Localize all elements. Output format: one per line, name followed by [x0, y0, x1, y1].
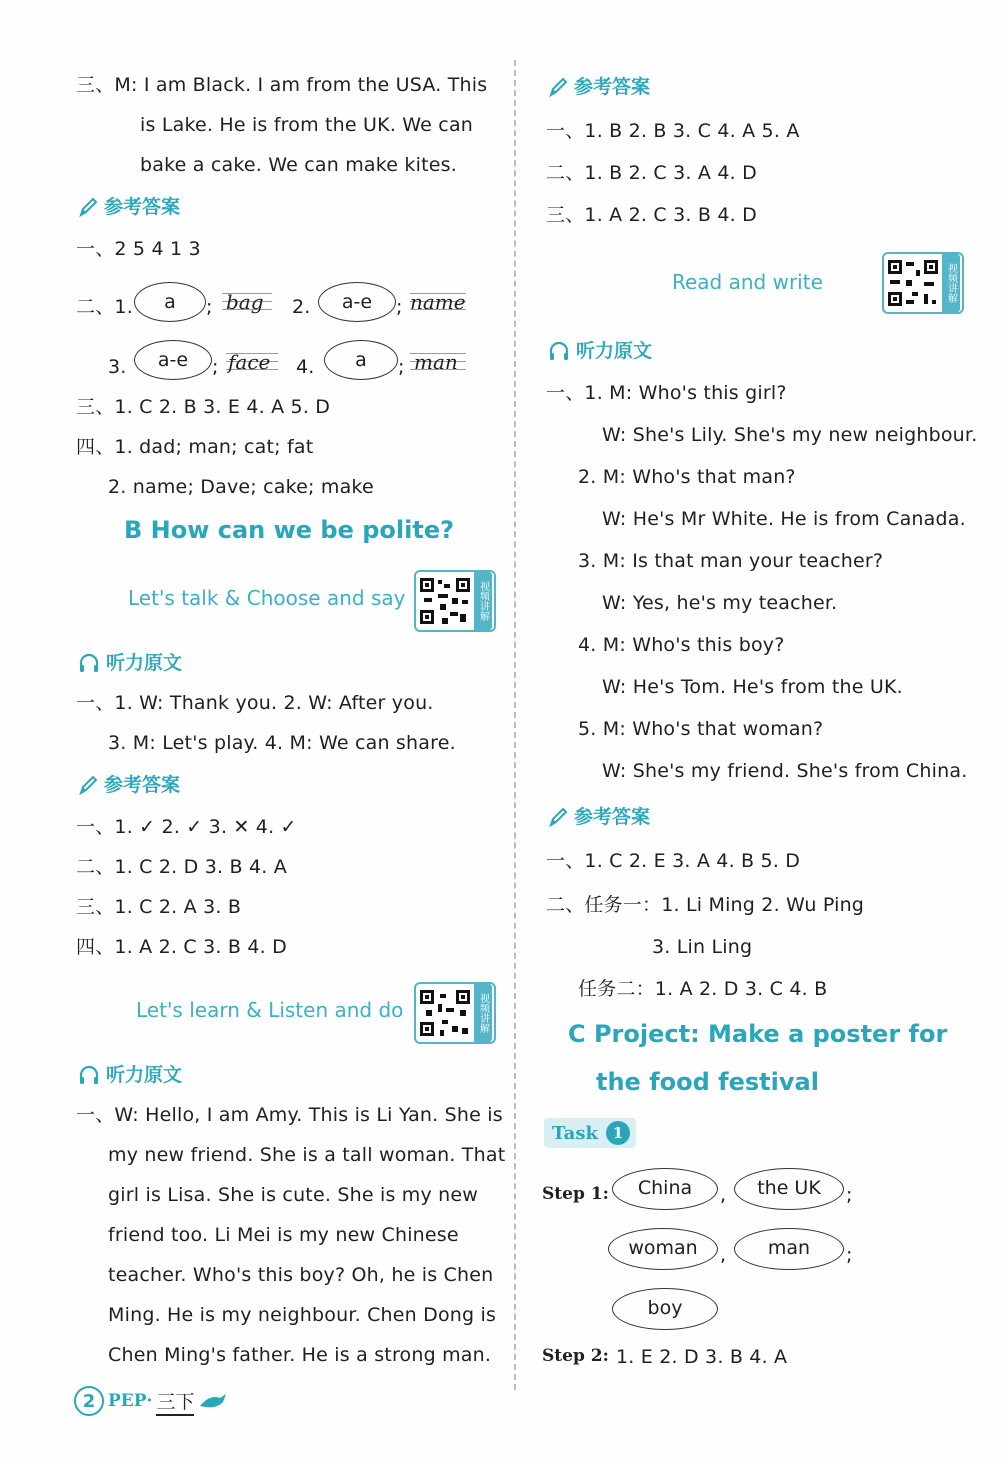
answer-line: 3. Lin Ling	[652, 936, 753, 958]
answer-line: 四、1. dad; man; cat; fat	[76, 436, 314, 458]
listening-header-label: 听力原文	[576, 340, 653, 362]
pencil-icon	[78, 774, 98, 796]
listening-header-label: 听力原文	[106, 652, 183, 674]
answer-header-label: 参考答案	[104, 774, 181, 796]
transcript-line: W: He's Mr White. He is from Canada.	[602, 508, 966, 530]
headphones-icon	[548, 341, 570, 361]
transcript-line: 5. M: Who's that woman?	[578, 718, 824, 740]
answer-header-label: 参考答案	[104, 196, 181, 218]
qr-code-video[interactable]	[414, 982, 496, 1044]
pencil-icon	[548, 76, 568, 98]
column-divider	[514, 60, 516, 1390]
grade-label: 三下	[156, 1387, 194, 1416]
answer-header	[78, 194, 180, 220]
answer-header-label: 参考答案	[574, 806, 651, 828]
pencil-icon	[548, 806, 568, 828]
answer-line: 三、1. A 2. C 3. B 4. D	[546, 204, 757, 226]
edition-label: PEP·	[108, 1391, 153, 1411]
answer-line: 一、2 5 4 1 3	[76, 238, 201, 260]
section-c-title: the food festival	[596, 1068, 819, 1096]
transcript-line: W: He's Tom. He's from the UK.	[602, 676, 903, 698]
qr-code-icon	[884, 256, 942, 310]
section-c-title: C Project: Make a poster for	[568, 1020, 948, 1048]
item-number: 2.	[292, 296, 311, 318]
headphones-icon	[78, 1065, 100, 1085]
qr-code-video[interactable]	[882, 252, 964, 314]
transcript-line: 一、W: Hello, I am Amy. This is Li Yan. She is	[76, 1104, 503, 1126]
transcript-line: my new friend. She is a tall woman. That	[108, 1144, 506, 1166]
comma: ,	[720, 1184, 727, 1206]
item-number: 4.	[296, 356, 315, 378]
answer-line: 一、1. B 2. B 3. C 4. A 5. A	[546, 120, 800, 142]
oval-answer: the UK	[734, 1168, 844, 1210]
semicolon: ;	[212, 356, 219, 378]
answer-line-prefix: 二、1.	[76, 296, 133, 318]
handwritten-word: man	[414, 350, 458, 374]
answer-line: 一、1. C 2. E 3. A 4. B 5. D	[546, 850, 801, 872]
bird-icon	[198, 1390, 228, 1412]
handwritten-word: bag	[226, 290, 264, 314]
answer-line: 任务二：1. A 2. D 3. C 4. B	[578, 978, 828, 1000]
subsection-read-title: Read and write	[672, 270, 823, 294]
section3-text-line: is Lake. He is from the UK. We can	[140, 114, 474, 136]
semicolon: ;	[846, 1184, 853, 1206]
qr-label: 视频讲解	[474, 572, 492, 630]
task-number: 1	[606, 1121, 630, 1145]
answer-line: 一、1. ✓ 2. ✓ 3. ✕ 4. ✓	[76, 816, 297, 838]
transcript-line: teacher. Who's this boy? Oh, he is Chen	[108, 1264, 494, 1286]
qr-code-icon	[416, 986, 474, 1040]
transcript-line: Ming. He is my neighbour. Chen Dong is	[108, 1304, 497, 1326]
answer-line: 二、1. B 2. C 3. A 4. D	[546, 162, 757, 184]
oval-answer: a	[134, 282, 206, 322]
pencil-icon	[78, 196, 98, 218]
listening-header	[78, 650, 182, 676]
answer-header-label: 参考答案	[574, 76, 651, 98]
oval-answer: woman	[608, 1228, 718, 1270]
answer-line: 1. E 2. D 3. B 4. A	[616, 1346, 788, 1368]
listening-header-label: 听力原文	[106, 1064, 183, 1086]
transcript-line: 3. M: Is that man your teacher?	[578, 550, 884, 572]
oval-answer: man	[734, 1228, 844, 1270]
handwritten-word: face	[228, 350, 271, 374]
transcript-line: girl is Lisa. She is cute. She is my new	[108, 1184, 479, 1206]
transcript-line: 3. M: Let's play. 4. M: We can share.	[108, 732, 456, 754]
answer-line: 二、任务一：1. Li Ming 2. Wu Ping	[546, 894, 865, 916]
answer-line: 三、1. C 2. A 3. B	[76, 896, 242, 918]
transcript-line: 2. M: Who's that man?	[578, 466, 796, 488]
qr-code-icon	[416, 574, 474, 628]
subsection-learn-title: Let's learn & Listen and do	[136, 998, 404, 1022]
transcript-line: 一、1. M: Who's this girl?	[546, 382, 787, 404]
task-badge	[544, 1118, 636, 1148]
page-number: 2	[74, 1386, 104, 1416]
listening-header	[78, 1062, 182, 1088]
transcript-line: friend too. Li Mei is my new Chinese	[108, 1224, 459, 1246]
answer-line: 三、1. C 2. B 3. E 4. A 5. D	[76, 396, 331, 418]
transcript-line: W: She's Lily. She's my new neighbour.	[602, 424, 978, 446]
transcript-line: 4. M: Who's this boy?	[578, 634, 785, 656]
comma: ,	[720, 1244, 727, 1266]
transcript-line: Chen Ming's father. He is a strong man.	[108, 1344, 492, 1366]
oval-answer: China	[612, 1168, 718, 1210]
step-2-label: Step 2:	[542, 1346, 609, 1366]
qr-label: 视频讲解	[474, 984, 492, 1042]
answer-line: 二、1. C 2. D 3. B 4. A	[76, 856, 287, 878]
section-b-title: B How can we be polite?	[124, 516, 455, 544]
semicolon: ;	[396, 296, 403, 318]
qr-label: 视频讲解	[942, 254, 960, 312]
oval-answer: boy	[612, 1288, 718, 1330]
subsection-talk-title: Let's talk & Choose and say	[128, 586, 406, 610]
step-1-label: Step 1:	[542, 1184, 609, 1204]
semicolon: ;	[398, 356, 405, 378]
section3-text-line: bake a cake. We can make kites.	[140, 154, 457, 176]
answer-header	[548, 804, 650, 830]
handwritten-word: name	[410, 290, 466, 314]
headphones-icon	[78, 653, 100, 673]
qr-code-video[interactable]	[414, 570, 496, 632]
listening-header	[548, 338, 652, 364]
answer-header	[548, 74, 650, 100]
answer-header	[78, 772, 180, 798]
answer-line: 2. name; Dave; cake; make	[108, 476, 374, 498]
transcript-line: 一、1. W: Thank you. 2. W: After you.	[76, 692, 434, 714]
semicolon: ;	[846, 1244, 853, 1266]
item-number: 3.	[108, 356, 127, 378]
section3-text-line: 三、M: I am Black. I am from the USA. This	[76, 74, 488, 96]
task-label: Task	[552, 1122, 598, 1144]
oval-answer: a	[324, 340, 398, 380]
page-footer	[74, 1386, 228, 1416]
semicolon: ;	[206, 296, 213, 318]
transcript-line: W: Yes, he's my teacher.	[602, 592, 838, 614]
oval-answer: a-e	[134, 340, 212, 380]
oval-answer: a-e	[318, 282, 396, 322]
answer-line: 四、1. A 2. C 3. B 4. D	[76, 936, 287, 958]
transcript-line: W: She's my friend. She's from China.	[602, 760, 968, 782]
